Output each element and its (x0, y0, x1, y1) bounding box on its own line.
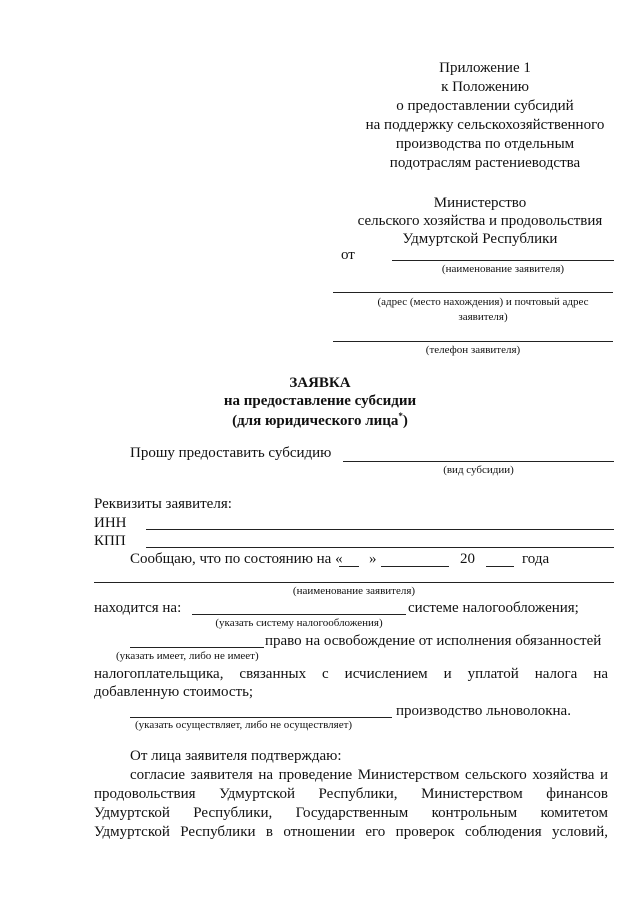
inn-field[interactable] (146, 529, 614, 530)
hint-tax-system: (указать систему налогообложения) (215, 617, 383, 629)
tax-system-field[interactable] (192, 614, 406, 615)
addressee-line-2: сельского хозяйства и продовольствия (357, 213, 603, 229)
flax-field[interactable] (130, 717, 392, 718)
addressee-line-3: Удмуртской Республики (402, 231, 558, 247)
report-year-field[interactable] (486, 566, 514, 567)
title-sub: на предоставление субсидии (223, 393, 417, 409)
appendix-line-2: к Положению (441, 79, 529, 95)
report-prefix: Сообщаю, что по состоянию на « (130, 551, 343, 567)
applicant-address-field[interactable] (333, 292, 613, 293)
consent-line-3: Удмуртской Республики, Государственным контрольным комитетом (94, 805, 608, 821)
appendix-line-3: о предоставлении субсидий (396, 98, 574, 114)
requisites-label: Реквизиты заявителя: (94, 496, 232, 512)
flax-text: производство льноволокна. (396, 703, 571, 719)
footnote-asterisk: * (398, 411, 403, 421)
hint-has: (указать имеет, либо не имеет) (116, 650, 259, 662)
applicant-name-field[interactable] (392, 260, 614, 261)
appendix-line-5: производства по отдельным (395, 136, 575, 152)
confirm-label: От лица заявителя подтверждаю: (130, 748, 342, 764)
report-month-field[interactable] (381, 566, 449, 567)
title-entity: (для юридического лица*) (232, 411, 408, 429)
report-applicant-field[interactable] (94, 582, 614, 583)
appendix-line-4: на поддержку сельскохозяйственного (365, 117, 605, 133)
from-label: от (341, 247, 355, 263)
vat-line-1: налогоплательщика, связанных с исчислением и уплатой налога на (94, 666, 608, 682)
hint-address-1: (адрес (место нахождения) и почтовый адрес (377, 296, 589, 308)
hint-phone: (телефон заявителя) (425, 344, 521, 356)
appendix-line-6: подотраслям растениеводства (389, 155, 581, 171)
request-label: Прошу предоставить субсидию (130, 445, 332, 461)
appendix-line-1: Приложение 1 (439, 60, 531, 76)
hint-flax: (указать осуществляет, либо не осуществляет) (135, 719, 353, 731)
report-day-field[interactable] (339, 566, 359, 567)
kpp-label: КПП (94, 533, 126, 549)
consent-line-1: согласие заявителя на проведение Министерством сельского хозяйства и (130, 767, 608, 783)
vat-line-2: добавленную стоимость; (94, 684, 254, 700)
located-label: находится на: (94, 600, 182, 616)
hint-applicant-name: (наименование заявителя) (441, 263, 565, 275)
report-year-prefix: 20 (460, 551, 475, 567)
addressee-line-1: Министерство (433, 195, 527, 211)
report-quote-close: » (369, 551, 377, 567)
kpp-field[interactable] (146, 547, 614, 548)
consent-line-2: продовольствия Удмуртской Республики, Министерством финансов (94, 786, 608, 802)
hint-subsidy: (вид субсидии) (443, 464, 514, 476)
title-main: ЗАЯВКА (289, 375, 351, 391)
tax-system-suffix: системе налогообложения; (408, 600, 579, 616)
vat-right-field[interactable] (130, 647, 264, 648)
hint-address-2: заявителя) (458, 311, 508, 323)
report-year-suffix: года (522, 551, 550, 567)
vat-right-text: право на освобождение от исполнения обязанностей (265, 633, 602, 649)
applicant-phone-field[interactable] (333, 341, 613, 342)
consent-line-4: Удмуртской Республики в отношении его проверок соблюдения условий, (94, 824, 608, 840)
subsidy-type-field[interactable] (343, 461, 614, 462)
inn-label: ИНН (94, 515, 127, 531)
hint-applicant: (наименование заявителя) (292, 585, 416, 597)
